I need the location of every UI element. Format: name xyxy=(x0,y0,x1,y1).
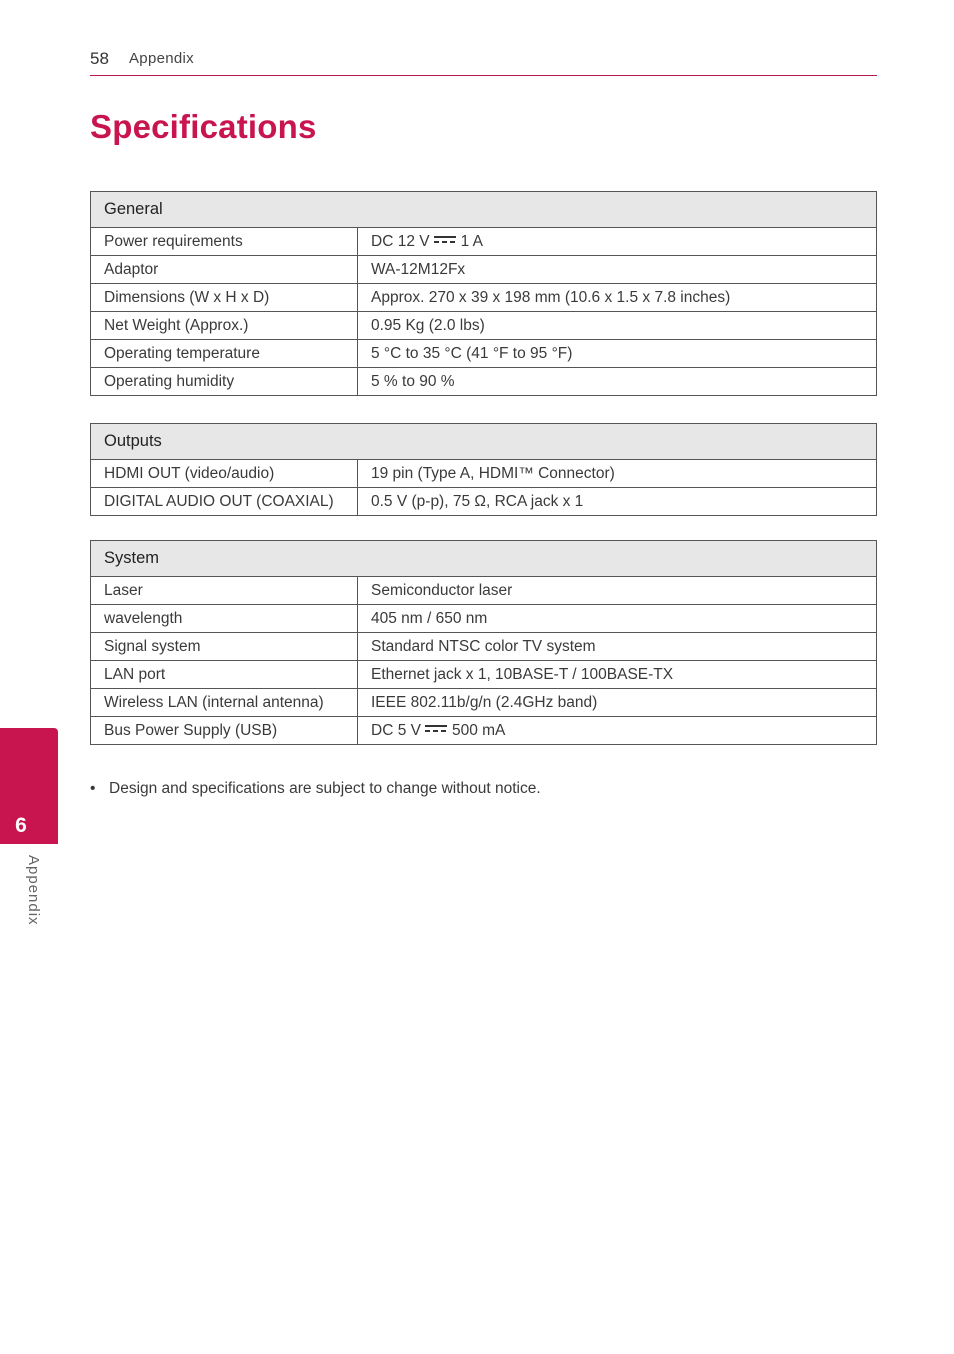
general-spec-table xyxy=(90,191,877,396)
chapter-number: 6 xyxy=(15,814,27,837)
spec-label: Power requirements xyxy=(91,228,358,256)
table-row xyxy=(91,228,877,256)
spec-value: 5 % to 90 % xyxy=(358,368,877,396)
page-header xyxy=(90,46,877,76)
page-title: Specifications xyxy=(90,108,317,145)
table-row xyxy=(91,256,877,284)
spec-value: DC 5 V 500 mA xyxy=(358,717,877,745)
spec-value: 0.5 V (p-p), 75 Ω, RCA jack x 1 xyxy=(358,488,877,516)
table-row xyxy=(91,577,877,605)
page-number: 58 xyxy=(90,49,109,68)
spec-label: Net Weight (Approx.) xyxy=(91,312,358,340)
spec-note xyxy=(90,780,541,798)
spec-label: Adaptor xyxy=(91,256,358,284)
spec-label: wavelength xyxy=(91,605,358,633)
spec-label: DIGITAL AUDIO OUT (COAXIAL) xyxy=(91,488,358,516)
table-row xyxy=(91,460,877,488)
spec-value: WA-12M12Fx xyxy=(358,256,877,284)
table-row xyxy=(91,661,877,689)
chapter-label: Appendix xyxy=(25,855,42,926)
table-row xyxy=(91,340,877,368)
spec-label: HDMI OUT (video/audio) xyxy=(91,460,358,488)
spec-label: LAN port xyxy=(91,661,358,689)
note-text: Design and specifications are subject to change without notice. xyxy=(109,780,541,797)
spec-value: IEEE 802.11b/g/n (2.4GHz band) xyxy=(358,689,877,717)
table-heading: Outputs xyxy=(91,424,877,460)
spec-label: Signal system xyxy=(91,633,358,661)
header-section-name: Appendix xyxy=(129,50,194,67)
spec-value: Semiconductor laser xyxy=(358,577,877,605)
spec-value: 5 °C to 35 °C (41 °F to 95 °F) xyxy=(358,340,877,368)
table-row xyxy=(91,605,877,633)
table-row xyxy=(91,368,877,396)
table-row xyxy=(91,633,877,661)
spec-label: Bus Power Supply (USB) xyxy=(91,717,358,745)
table-row xyxy=(91,312,877,340)
spec-label: Operating humidity xyxy=(91,368,358,396)
dc-current-icon xyxy=(434,236,456,245)
table-row xyxy=(91,689,877,717)
spec-value: 0.95 Kg (2.0 lbs) xyxy=(358,312,877,340)
spec-value: Approx. 270 x 39 x 198 mm (10.6 x 1.5 x 7.8 inches) xyxy=(358,284,877,312)
spec-value: Standard NTSC color TV system xyxy=(358,633,877,661)
spec-value: Ethernet jack x 1, 10BASE-T / 100BASE-TX xyxy=(358,661,877,689)
spec-label: Wireless LAN (internal antenna) xyxy=(91,689,358,717)
table-heading: System xyxy=(91,541,877,577)
table-row xyxy=(91,488,877,516)
outputs-spec-table xyxy=(90,423,877,516)
spec-value: 19 pin (Type A, HDMI™ Connector) xyxy=(358,460,877,488)
spec-label: Laser xyxy=(91,577,358,605)
spec-value: DC 12 V 1 A xyxy=(358,228,877,256)
dc-current-icon xyxy=(425,725,447,734)
spec-value: 405 nm / 650 nm xyxy=(358,605,877,633)
spec-label: Operating temperature xyxy=(91,340,358,368)
table-heading: General xyxy=(91,192,877,228)
table-row xyxy=(91,284,877,312)
bullet-icon: • xyxy=(90,780,96,797)
system-spec-table xyxy=(90,540,877,745)
table-row xyxy=(91,717,877,745)
chapter-tab xyxy=(0,728,58,844)
spec-label: Dimensions (W x H x D) xyxy=(91,284,358,312)
